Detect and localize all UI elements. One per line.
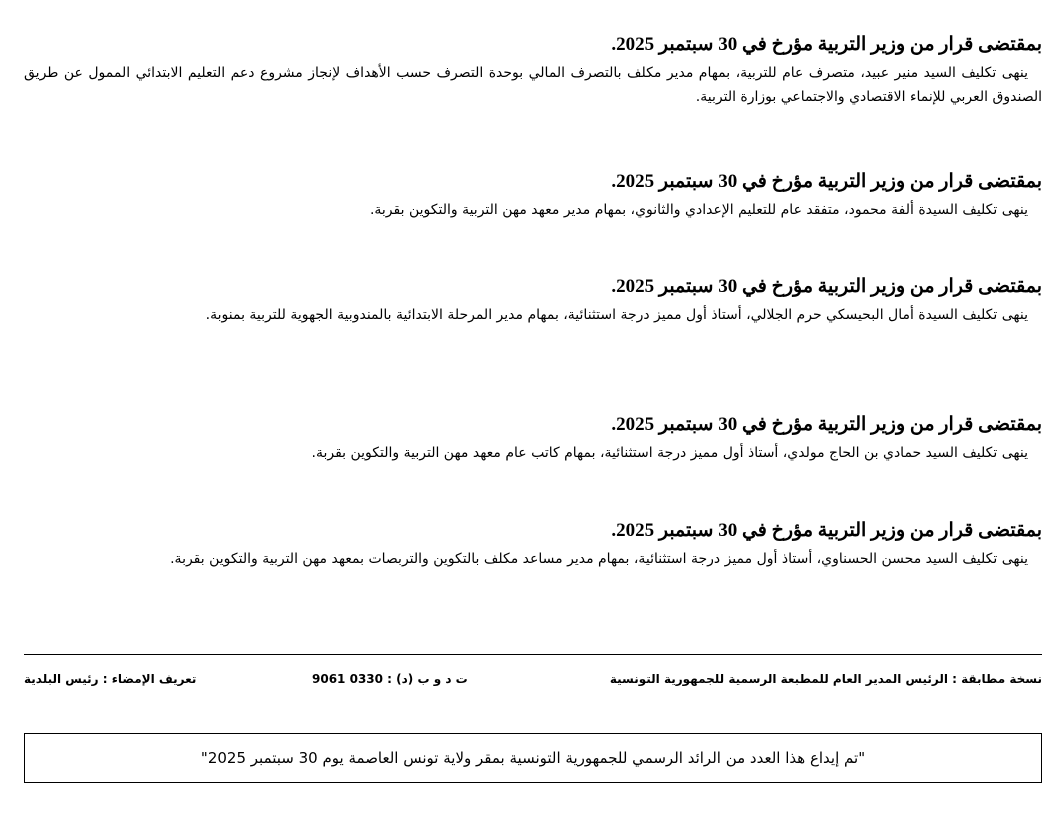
decree-entry-3 [24, 275, 1042, 327]
deposit-notice-box [24, 733, 1042, 783]
decree-entry-5 [24, 519, 1042, 571]
footer-line [24, 672, 1042, 692]
footer-divider [24, 654, 1042, 655]
decree-body: ينهى تكليف السيد محسن الحسناوي، أستاذ أول مميز درجة استثنائية، بمهام مدير مساعد مكلف بالتكوين والتربصات بمعهد مهن التربية والتكوين بقربة. [170, 551, 1028, 567]
signature-text: تعريف الإمضاء : رئيس البلدية [24, 672, 197, 686]
decree-entry-2 [24, 170, 1042, 222]
tax-id-text: ت د و ب (د) : 0330 9061 [312, 672, 468, 686]
deposit-notice-text: "تم إيداع هذا العدد من الرائد الرسمي للجمهورية التونسية بمقر ولاية تونس العاصمة يوم 30 سبتمبر 2025" [200, 749, 866, 767]
decree-entry-1 [24, 33, 1042, 109]
decree-body: ينهى تكليف السيدة أمال البحيسكي حرم الجلالي، أستاذ أول مميز درجة استثنائية، بمهام مدير المرحلة الابتدائية بالمندوبية الجهوية للتربية بمنوبة. [205, 307, 1028, 323]
decree-heading: بمقتضى قرار من وزير التربية مؤرخ في 30 سبتمبر 2025. [611, 276, 1042, 297]
decree-heading: بمقتضى قرار من وزير التربية مؤرخ في 30 سبتمبر 2025. [611, 171, 1042, 192]
certified-copy-text: نسخة مطابقة : الرئيس المدير العام للمطبعة الرسمية للجمهورية التونسية [609, 672, 1042, 686]
decree-body: ينهى تكليف السيد منير عبيد، متصرف عام للتربية، بمهام مدير مكلف بالتصرف المالي بوحدة التصرف حسب الأهداف لإنجاز مشروع دعم التعليم الابتدائي الممول عن طريق الصندوق العربي للإنماء الاقتصادي والاجتماعي بوزارة التربية. [24, 65, 1042, 105]
decree-entry-4 [24, 413, 1042, 465]
decree-heading: بمقتضى قرار من وزير التربية مؤرخ في 30 سبتمبر 2025. [611, 414, 1042, 435]
decree-heading: بمقتضى قرار من وزير التربية مؤرخ في 30 سبتمبر 2025. [611, 520, 1042, 541]
decree-heading: بمقتضى قرار من وزير التربية مؤرخ في 30 سبتمبر 2025. [611, 34, 1042, 55]
decree-body: ينهى تكليف السيد حمادي بن الحاج مولدي، أستاذ أول مميز درجة استثنائية، بمهام كاتب عام معهد مهن التربية والتكوين بقربة. [311, 445, 1028, 461]
decree-body: ينهى تكليف السيدة ألفة محمود، متفقد عام للتعليم الإعدادي والثانوي، بمهام مدير معهد مهن التربية والتكوين بقربة. [369, 202, 1028, 218]
